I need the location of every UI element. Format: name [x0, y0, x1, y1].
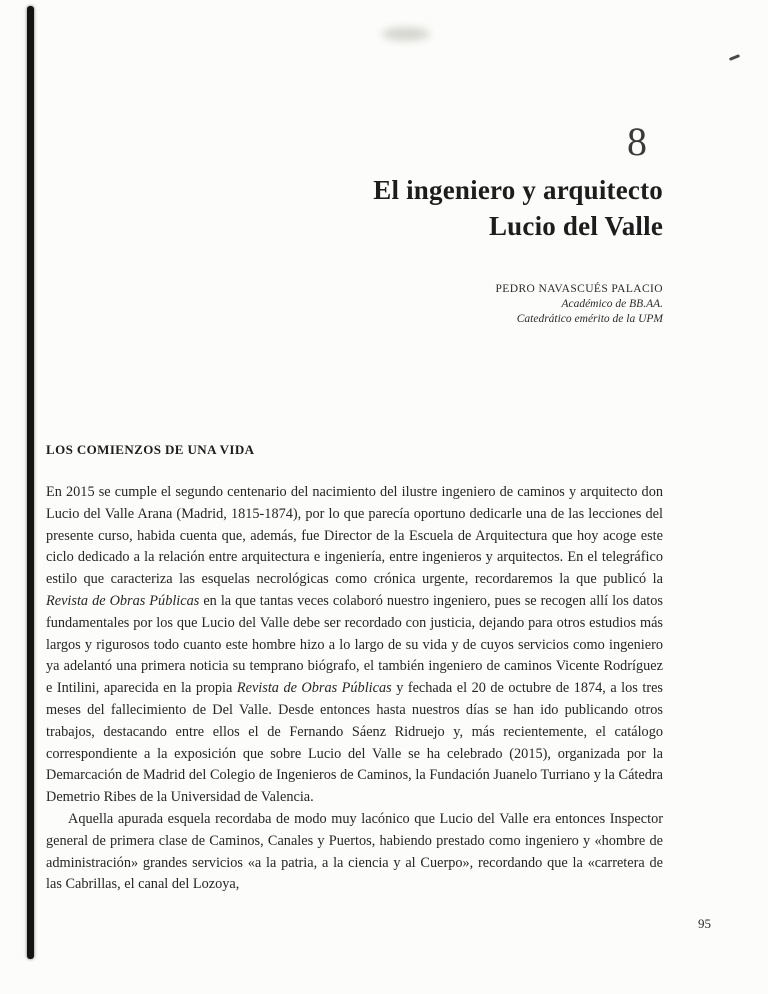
author-role-1: Académico de BB.AA. — [561, 298, 663, 310]
journal-title-italic-1: Revista de Obras Públicas — [46, 592, 200, 609]
paragraph-1 — [46, 482, 663, 809]
paragraph-1-text-a: En 2015 se cumple el segundo centenario del nacimiento del ilustre ingeniero de caminos y arquitecto don Lucio del Valle Arana (Madrid, 1815-1874), por lo que parecía oportuno dedicarle una de las lecciones del presente curso, habida cuenta que, además, fue Director de la Escuela de Arquitectura que hoy acoge este ciclo dedicado a la relación entre arquitectura e ingeniería, entre ingenieros y arquitectos. En el telegráfico estilo que caracteriza las esquelas necrológicas como crónica urgente, recordaremos la que publicó la — [46, 484, 663, 588]
author-block — [46, 282, 663, 326]
page-content — [46, 0, 663, 896]
chapter-title — [46, 172, 663, 244]
chapter-title-line-1: El ingeniero y arquitecto — [373, 175, 663, 205]
scan-mark — [729, 54, 740, 61]
binding-shadow — [27, 6, 34, 959]
page-number: 95 — [698, 916, 711, 931]
journal-title-italic-2: Revista de Obras Públicas — [236, 680, 392, 697]
author-name: PEDRO NAVASCUÉS PALACIO — [495, 283, 663, 295]
author-role-2: Catedrático emérito de la UPM — [516, 312, 663, 325]
paragraph-2: Aquella apurada esquela recordaba de modo muy lacónico que Lucio del Valle era entonces Inspector general de primera clase de Caminos, Canales y Puertos, habiendo prestado como ingeniero y «hombre de administración» grandes servicios «a la patria, a la ciencia y al Cuerpo», recordando que la «carretera de las Cabrillas, el canal del Lozoya, — [46, 810, 663, 893]
section-heading: LOS COMIENZOS DE UNA VIDA — [46, 442, 255, 457]
paragraph-1-text-c: y fechada el 20 de octubre de 1874, a los tres meses del fallecimiento de Del Valle. Desde entonces hasta nuestros días se han ido publicando otros trabajos, destacando entre ellos el de Fernando Sáenz Ridruejo y, más recientemente, el catálogo correspondiente a la exposición que sobre Lucio del Valle se ha celebrado (2015), organizada por la Demarcación de Madrid del Colegio de Ingenieros de Caminos, la Fundación Juanelo Turriano y la Cátedra Demetrio Ribes de la Universidad de Valencia. — [46, 680, 663, 806]
chapter-number: 8 — [627, 119, 647, 164]
paragraph-1-text-b: en la que tantas veces colaboró nuestro ingeniero, pues se recogen allí los datos fundamentales por los que Lucio del Valle debe ser recordado con justicia, dejando para otros estudios más largos y rigurosos todo cuanto este hombre hizo a lo largo de su vida y de cuyos servicios como ingeniero ya adelantó una primera noticia su temprano biógrafo, el también ingeniero de caminos Vicente Rodríguez e Intilini, aparecida en la propia — [46, 592, 663, 697]
chapter-title-line-2: Lucio del Valle — [488, 211, 663, 241]
